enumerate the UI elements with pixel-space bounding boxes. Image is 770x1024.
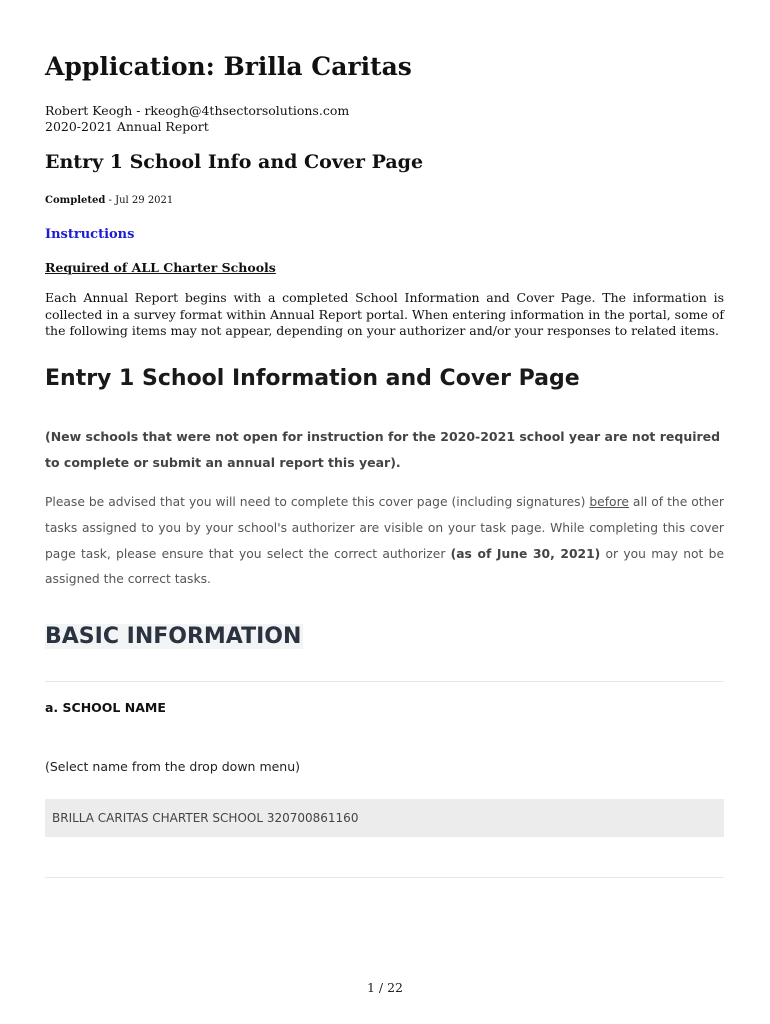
school-name-label: a. SCHOOL NAME — [45, 700, 166, 715]
application-title: Application: Brilla Caritas — [45, 52, 412, 81]
page-indicator: 1 / 22 — [366, 980, 404, 995]
school-name-help: (Select name from the drop down menu) — [45, 759, 301, 774]
required-heading: Required of ALL Charter Schools — [45, 260, 276, 275]
completion-status — [45, 195, 173, 206]
school-name-value: BRILLA CARITAS CHARTER SCHOOL 320700861160 — [45, 799, 724, 837]
new-schools-notice: (New schools that were not open for instruction for the 2020-2021 school year are not required to complete or submit an annual report this year). — [45, 429, 721, 470]
intro-paragraph: Each Annual Report begins with a completed School Information and Cover Page. The information is collected in a survey format within Annual Report portal. When entering information in the portal, some of the following items may not appear, depending on your authorizer and/or your responses to related items. — [45, 290, 724, 339]
report-period-line: 2020-2021 Annual Report — [45, 119, 209, 134]
advise-text-2: all of the other tasks assigned to you by your school's authorizer are visible on your task page. While completing this cover page task, please ensure that you select the correct authorizer — [45, 495, 724, 561]
status-date: Jul 29 2021 — [115, 195, 174, 206]
advise-bold: (as of June 30, 2021) — [450, 546, 601, 561]
basic-information-heading: BASIC INFORMATION — [45, 624, 302, 649]
section-title: Entry 1 School Information and Cover Page — [45, 366, 580, 391]
status-label: Completed — [45, 195, 106, 206]
advisory-paragraph — [45, 490, 724, 593]
status-separator: - — [105, 195, 116, 206]
advise-underlined: before — [589, 495, 629, 509]
user-contact-line: Robert Keogh - rkeogh@4thsectorsolutions.com — [45, 103, 350, 118]
divider — [45, 877, 724, 878]
entry-title: Entry 1 School Info and Cover Page — [45, 151, 424, 173]
advise-text-3: or you may not be assigned the correct tasks. — [45, 546, 725, 587]
advise-text-1: Please be advised that you will need to complete this cover page (including signatures) — [45, 495, 590, 509]
instructions-link[interactable]: Instructions — [45, 227, 135, 242]
divider — [45, 681, 724, 682]
